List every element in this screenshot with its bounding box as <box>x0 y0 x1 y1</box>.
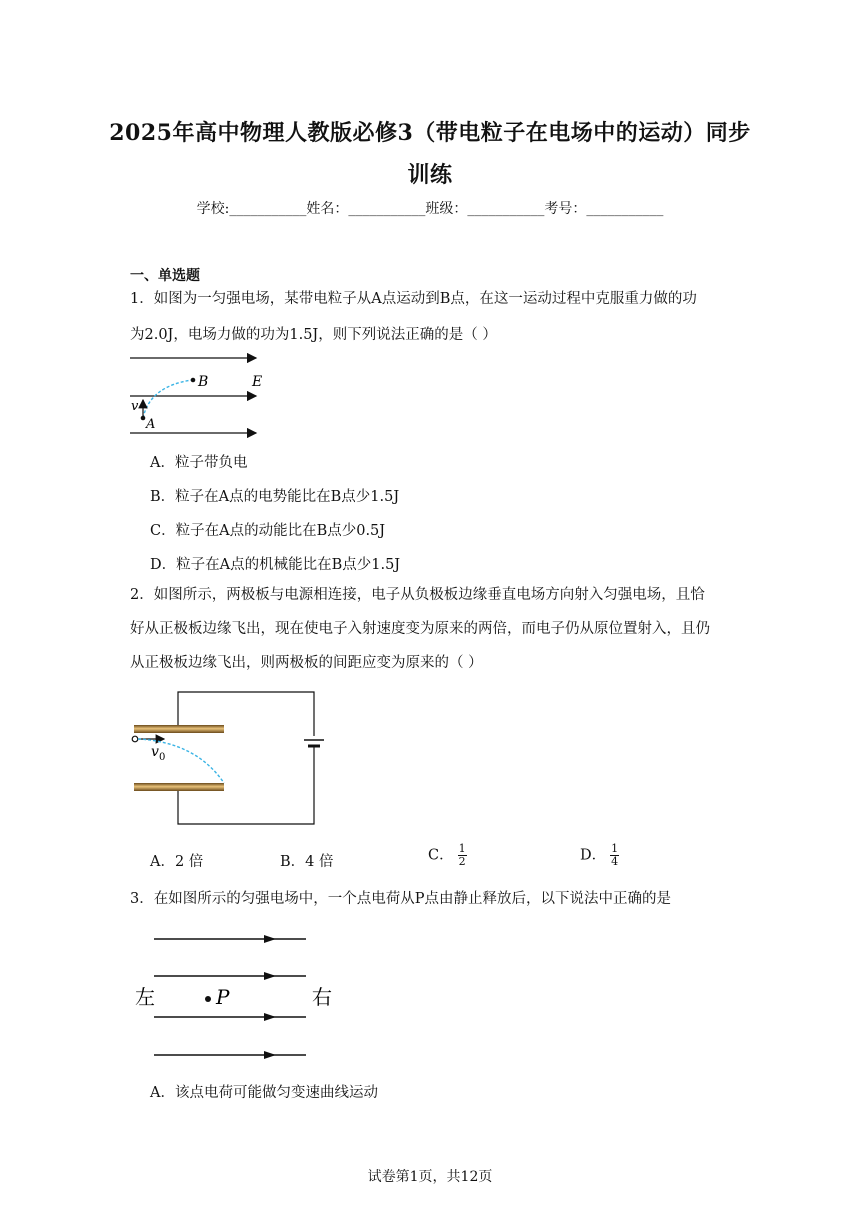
upper-plate <box>134 725 224 733</box>
label-e: E <box>252 374 263 390</box>
q2-capacitor-diagram <box>126 688 336 830</box>
student-info-line: 学校:___________姓名：___________班级：___________考号：___________ <box>196 201 664 217</box>
q3-arrowhead-4 <box>264 1051 276 1059</box>
q2-option-d-prefix: D． <box>580 847 607 864</box>
section-heading: 一、单选题 <box>130 268 200 284</box>
point-b-dot <box>191 378 196 383</box>
label-v0-subscript: 0 <box>159 752 166 763</box>
label-left: 左 <box>135 985 155 1009</box>
q1-option-d[interactable]: D．粒子在A点的机械能比在B点少1.5J <box>150 557 401 573</box>
q1-option-b[interactable]: B．粒子在A点的电势能比在B点少1.5J <box>150 489 400 505</box>
page-title-line1: 2025年高中物理人教版必修3（带电粒子在电场中的运动）同步 <box>109 120 751 146</box>
q2-stem-line2: 好从正极板边缘飞出，现在使电子入射速度变为原来的两倍，而电子仍从原位置射入，且仍 <box>130 621 710 637</box>
q2-option-d-fraction: $\frac{1}{4}$ <box>611 842 619 868</box>
q3-arrowhead-2 <box>264 972 276 980</box>
label-a: A <box>146 417 156 432</box>
q2-stem-line3: 从正极板边缘飞出，则两极板的间距应变为原来的（ ） <box>130 655 483 671</box>
q2-option-c-fraction: $\frac{1}{2}$ <box>458 842 466 868</box>
q3-option-a[interactable]: A．该点电荷可能做匀变速曲线运动 <box>150 1085 378 1101</box>
label-v0: v <box>151 744 159 760</box>
q1-stem-line1: 1．如图为一匀强电场，某带电粒子从A点运动到B点，在这一运动过程中克服重力做的功 <box>130 291 697 307</box>
q2-stem-line1: 2．如图所示，两极板与电源相连接，电子从负极板边缘垂直电场方向射入匀强电场，且恰 <box>130 587 705 603</box>
q3-field-diagram <box>130 926 340 1068</box>
q3-arrowhead-1 <box>264 935 276 943</box>
point-p-dot <box>205 996 211 1002</box>
page-footer: 试卷第1页，共12页 <box>367 1169 493 1185</box>
q2-option-c-prefix: C． <box>428 847 454 864</box>
q3-arrowhead-3 <box>264 1013 276 1021</box>
point-a-dot <box>141 416 146 421</box>
q1-stem-line2: 为2.0J，电场力做的功为1.5J，则下列说法正确的是（ ） <box>130 327 497 343</box>
q1-trajectory <box>143 380 192 418</box>
lower-plate <box>134 783 224 791</box>
q1-field-diagram <box>126 346 276 442</box>
q2-option-a[interactable]: A．2 倍 <box>150 854 204 870</box>
q2-option-d[interactable] <box>580 843 619 868</box>
label-v: v <box>131 399 139 414</box>
electron-dot <box>132 736 138 742</box>
q1-option-a[interactable]: A．粒子带负电 <box>150 455 248 471</box>
q2-option-c[interactable] <box>428 843 467 868</box>
q3-stem: 3．在如图所示的匀强电场中，一个点电荷从P点由静止释放后，以下说法中正确的是 <box>130 891 671 907</box>
label-p: P <box>216 985 230 1009</box>
label-right: 右 <box>312 985 332 1009</box>
q2-option-b[interactable]: B．4 倍 <box>280 854 334 870</box>
label-b: B <box>198 374 209 390</box>
q1-option-c[interactable]: C．粒子在A点的动能比在B点少0.5J <box>150 523 386 539</box>
page-title-line2: 训练 <box>407 162 453 188</box>
